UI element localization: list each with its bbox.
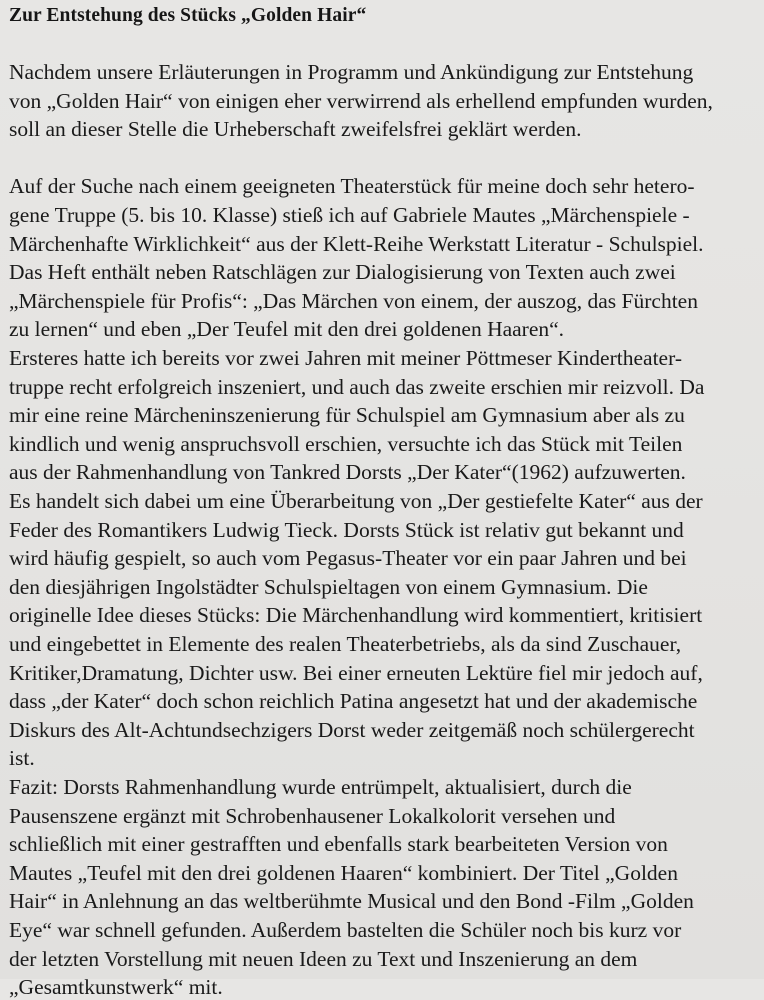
text-line: Das Heft enthält neben Ratschlägen zur Dialogisierung von Texten auch zwei: [9, 260, 676, 285]
text-line: Pausenszene ergänzt mit Schrobenhausener Lokalkolorit versehen und: [9, 803, 616, 828]
text-line: ist.: [9, 746, 35, 771]
text-line: dass „der Kater“ doch schon reichlich Patina angesetzt hat und der akademische: [9, 689, 698, 714]
text-line: Nachdem unsere Erläuterungen in Programm und Ankündigung zur Entstehung: [9, 60, 694, 84]
text-line: Mautes „Teufel mit den drei goldenen Haaren“ kombiniert. Der Titel „Golden: [9, 860, 678, 885]
text-line: Es handelt sich dabei um eine Überarbeitung von „Der gestiefelte Kater“ aus der: [9, 489, 703, 513]
text-line: Kritiker,Dramatung, Dichter usw. Bei einer erneuten Lektüre fiel mir jedoch auf,: [9, 660, 703, 685]
text-line: Märchenhafte Wirklichkeit“ aus der Klett-Reihe Werkstatt Literatur - Schulspiel.: [9, 231, 704, 256]
text-line: kindlich und wenig anspruchsvoll erschien, versuchte ich das Stück mit Teilen: [9, 431, 683, 456]
text-line: originelle Idee dieses Stücks: Die Märchenhandlung wird kommentiert, kritisiert: [9, 603, 703, 628]
text-line: der letzten Vorstellung mit neuen Ideen zu Text und Inszenierung an dem: [9, 946, 638, 971]
text-line: und eingebettet in Elemente des realen Theaterbetriebs, als da sind Zuschauer,: [9, 632, 682, 656]
document-title: Zur Entstehung des Stücks „Golden Hair“: [9, 5, 367, 26]
text-line: „Gesamtkunstwerk“ mit.: [9, 975, 223, 1000]
text-line: „Märchenspiele für Profis“: „Das Märchen von einem, der auszog, das Fürchten: [9, 288, 698, 313]
text-line: mir eine reine Märcheninszenierung für Schulspiel am Gymnasium aber als zu: [9, 403, 685, 428]
text-line: truppe recht erfolgreich inszeniert, und auch das zweite erschien mir reizvoll. Da: [9, 374, 705, 399]
text-line: Fazit: Dorsts Rahmenhandlung wurde entrümpelt, aktualisiert, durch die: [9, 775, 632, 799]
text-line: Ersteres hatte ich bereits vor zwei Jahren mit meiner Pöttmeser Kindertheater-: [9, 346, 682, 370]
text-line: Feder des Romantikers Ludwig Tieck. Dorsts Stück ist relativ gut bekannt und: [9, 517, 684, 542]
text-line: von „Golden Hair“ von einigen eher verwirrend als erhellend empfunden wurden,: [9, 88, 713, 113]
text-line: Auf der Suche nach einem geeigneten Theaterstück für meine doch sehr hetero-: [9, 174, 695, 199]
text-line: aus der Rahmenhandlung von Tankred Dorsts „Der Kater“(1962) aufzuwerten.: [9, 460, 686, 485]
text-line: zu lernen“ und eben „Der Teufel mit den drei goldenen Haaren“.: [9, 317, 565, 342]
text-line: Hair“ in Anlehnung an das weltberühmte Musical und den Bond -Film „Golden: [9, 889, 694, 914]
text-line: gene Truppe (5. bis 10. Klasse) stieß ich auf Gabriele Mautes „Märchenspiele -: [9, 203, 690, 227]
text-line: Eye“ war schnell gefunden. Außerdem bastelten die Schüler noch bis kurz vor: [9, 918, 682, 942]
text-line: Diskurs des Alt-Achtundsechzigers Dorst weder zeitgemäß noch schülergerecht: [9, 717, 695, 742]
text-line: soll an dieser Stelle die Urheberschaft zweifelsfrei geklärt werden.: [9, 117, 582, 142]
text-line: wird häufig gespielt, so auch vom Pegasus-Theater vor ein paar Jahren und bei: [9, 546, 687, 571]
text-line: schließlich mit einer gestrafften und ebenfalls stark bearbeiteten Version von: [9, 832, 668, 857]
text-line: den diesjährigen Ingolstädter Schulspieltagen von einem Gymnasium. Die: [9, 574, 648, 599]
